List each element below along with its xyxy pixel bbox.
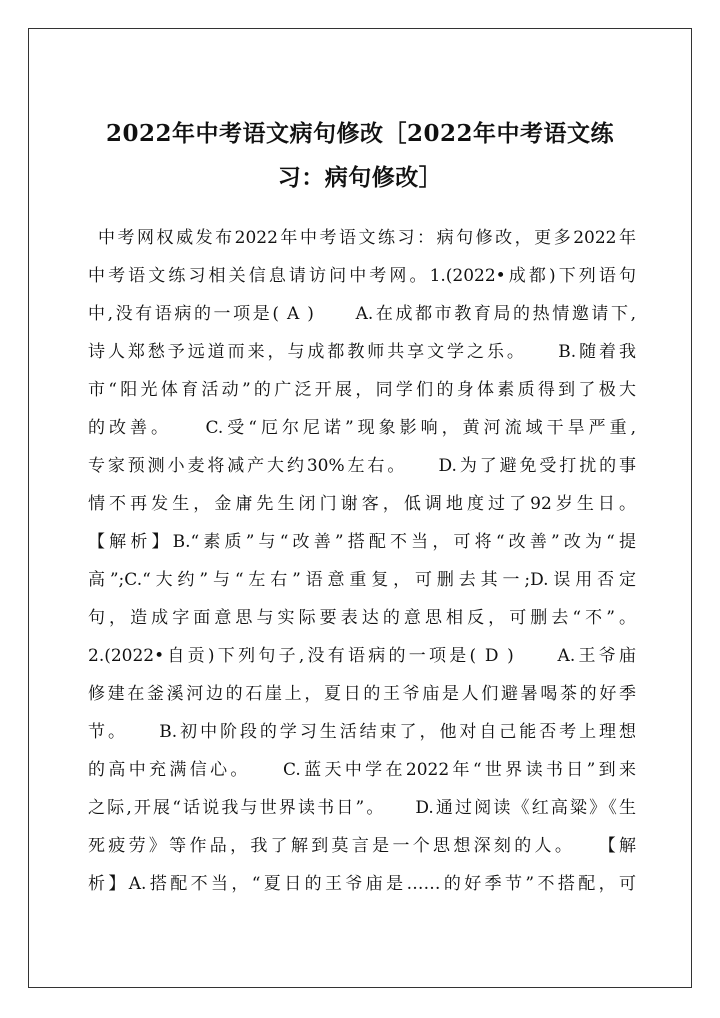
document-body bbox=[88, 219, 636, 903]
body-line: 中考语文练习相关信息请访问中考网。1.(2022•成都)下列语句 bbox=[88, 266, 636, 286]
document-title bbox=[80, 112, 640, 200]
title-line-2: 习：病句修改］ bbox=[277, 164, 443, 191]
body-line: 死疲劳》等作品，我了解到莫言是一个思想深刻的人。 【解 bbox=[88, 836, 636, 856]
body-line: 情不再发生，金庸先生闭门谢客，低调地度过了92岁生日。 bbox=[88, 494, 636, 514]
body-line: 节。 B.初中阶段的学习生活结束了，他对自己能否考上理想 bbox=[88, 722, 636, 742]
body-line: 的改善。 C.受“厄尔尼诺”现象影响，黄河流域干旱严重, bbox=[88, 418, 636, 438]
body-line: 析】A.搭配不当，“夏日的王爷庙是……的好季节”不搭配，可 bbox=[88, 874, 636, 894]
body-line: 修建在釜溪河边的石崖上，夏日的王爷庙是人们避暑喝茶的好季 bbox=[88, 684, 636, 704]
body-line: 句，造成字面意思与实际要表达的意思相反，可删去“不”。 bbox=[88, 608, 636, 628]
body-line: 高”;C.“大约”与“左右”语意重复，可删去其一;D.误用否定 bbox=[88, 570, 636, 590]
title-line-1: 2022年中考语文病句修改［2022年中考语文练 bbox=[105, 120, 615, 147]
body-line: 专家预测小麦将减产大约30%左右。 D.为了避免受打扰的事 bbox=[88, 456, 636, 476]
body-line: 市“阳光体育活动”的广泛开展，同学们的身体素质得到了极大 bbox=[88, 380, 636, 400]
body-line: 中,没有语病的一项是( A ) A.在成都市教育局的热情邀请下, bbox=[88, 304, 636, 324]
body-line: 【解析】B.“素质”与“改善”搭配不当，可将“改善”改为“提 bbox=[88, 532, 636, 552]
body-line: 的高中充满信心。 C.蓝天中学在2022年“世界读书日”到来 bbox=[88, 760, 636, 780]
body-line: 2.(2022•自贡)下列句子,没有语病的一项是( D ) A.王爷庙 bbox=[88, 646, 636, 666]
body-line: 诗人郑愁予远道而来，与成都教师共享文学之乐。 B.随着我 bbox=[88, 342, 636, 362]
body-line: 之际,开展“话说我与世界读书日”。 D.通过阅读《红高粱》《生 bbox=[88, 798, 636, 818]
body-line: 中考网权威发布2022年中考语文练习：病句修改，更多2022年 bbox=[98, 228, 636, 248]
